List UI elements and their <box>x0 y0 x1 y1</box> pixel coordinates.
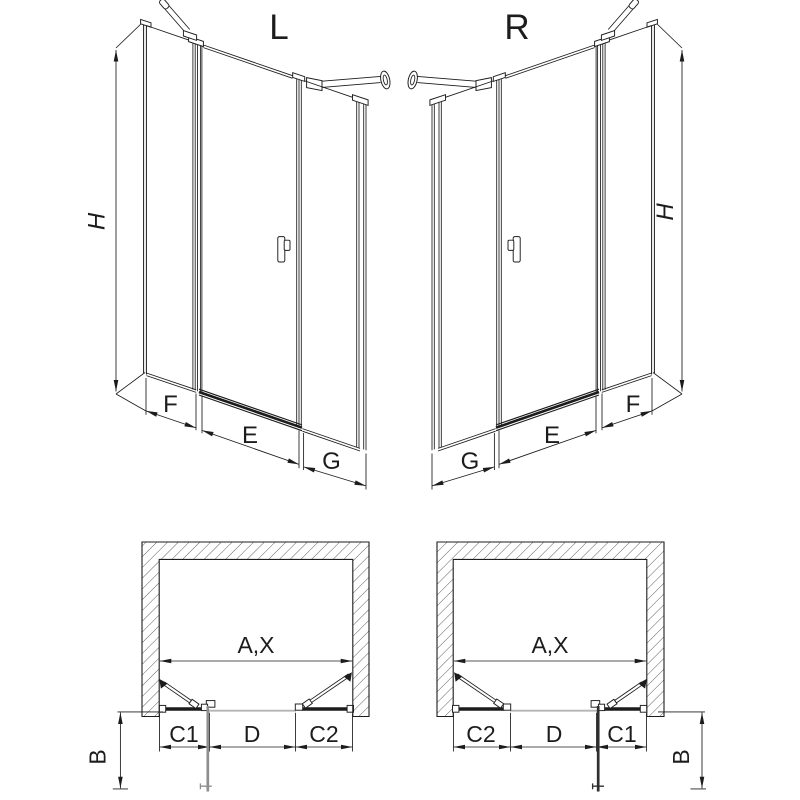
dim-label-c1-left-plan: C1 <box>169 721 199 747</box>
dim-label-depth-right-plan: B <box>668 749 694 765</box>
side-wall <box>116 19 151 411</box>
depth-dimension-left <box>113 712 163 789</box>
dim-label-height-right: H <box>652 203 679 221</box>
dim-label-height-left: H <box>83 212 111 231</box>
door-handle-icon <box>278 237 290 262</box>
open-door-left-plan <box>200 706 211 792</box>
dim-label-wall-panel-right: F <box>625 391 641 418</box>
dim-label-wall-panel-left: F <box>163 391 178 418</box>
variant-label-left: L <box>269 8 289 47</box>
fixed-panel-f <box>146 26 203 393</box>
dim-label-side-panel-right: G <box>460 448 480 475</box>
elevation-right-lineart <box>407 0 682 490</box>
door-bottom-rail <box>199 389 302 425</box>
elevation-left-lineart <box>116 0 391 490</box>
dim-label-door-left: E <box>241 422 259 449</box>
dim-label-d-left-plan: D <box>243 721 261 747</box>
dim-label-depth-left-plan: B <box>84 749 111 765</box>
stabilizer-brace <box>302 672 352 708</box>
open-door-right-plan <box>593 706 604 792</box>
door-handle-icon <box>200 783 211 789</box>
dim-label-c2-left-plan: C2 <box>309 721 339 747</box>
variant-label-right: R <box>504 8 530 47</box>
support-bar-horizontal <box>307 70 392 90</box>
dim-label-c2-right-plan: C2 <box>466 721 496 747</box>
dim-label-side-panel-left: G <box>322 448 341 475</box>
dim-label-d-right-plan: D <box>545 721 563 747</box>
dim-label-opening-left-plan: A,X <box>237 632 275 658</box>
wall-profile-bracket <box>159 705 165 712</box>
fixed-panel-g <box>302 81 368 451</box>
stabilizer-brace <box>159 679 199 709</box>
door-panel-e <box>199 45 305 431</box>
dim-label-door-right: E <box>543 422 561 449</box>
dim-label-c1-right-plan: C1 <box>607 721 637 747</box>
support-bar-diagonal <box>159 0 197 40</box>
dim-label-opening-right-plan: A,X <box>531 632 569 658</box>
panel-fitting <box>295 704 302 710</box>
wall-flange-icon <box>379 70 391 89</box>
